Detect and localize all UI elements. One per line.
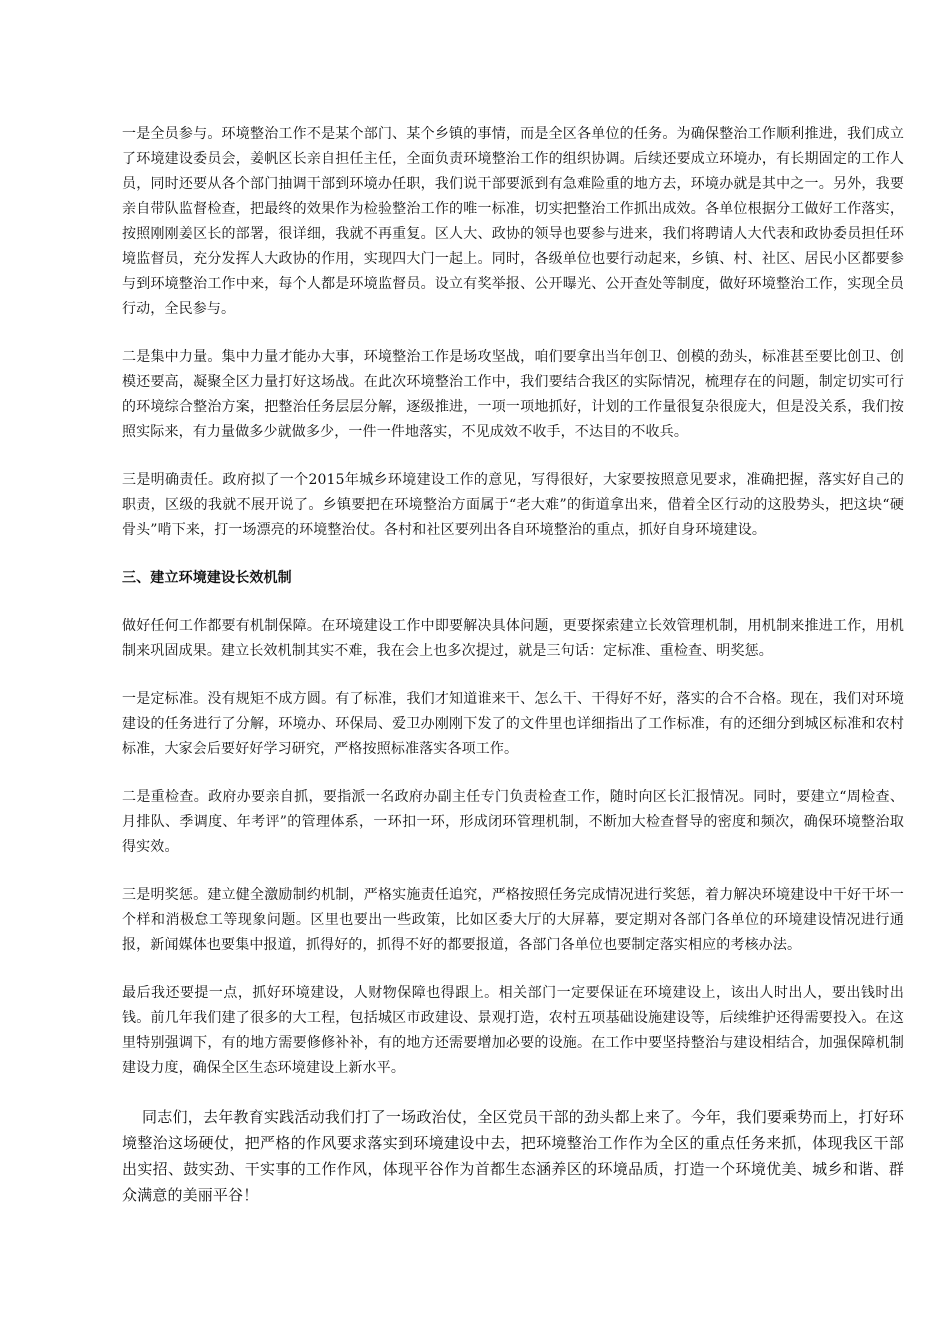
paragraph-set-standards <box>122 687 904 762</box>
paragraph-closing: 最后我还要提一点，抓好环境建设，人财物保障也得跟上。相关部门一定要保证在环境建设上，该出人时出人，要出钱时出钱。前几年我们建了很多的大工程，包括城区市政建设、景观打造，农村五项基础设施建设等，后续维护还得需要投入。在这里特别强调下，有的地方需要修修补补，有的地方还需要增加必要的设施。在工作中要坚持整治与建设相结合，加强保障机制建设力度，确保全区生态环境建设上新水平。 <box>122 985 904 1076</box>
paragraph-lead: 一是定标准。 <box>122 691 208 707</box>
paragraph-lead: 一是全员参与。 <box>122 126 222 142</box>
paragraph-text: 建立健全激励制约机制，严格实施责任追究，严格按照任务完成情况进行奖惩，着力解决环境建设中干好干坏一个样和消极怠工等现象问题。区里也要出一些政策，比如区委大厅的大屏幕，要定期对各部门各单位的环境建设情况进行通报，新闻媒体也要集中报道，抓得好的，抓得不好的都要报道，各部门各单位也要制定落实相应的考核办法。 <box>122 887 904 953</box>
paragraph-lead: 二是集中力量。 <box>122 349 222 365</box>
paragraph-clarify-responsibility <box>122 468 904 543</box>
paragraph-text: 集中力量才能办大事，环境整治工作是场攻坚战，咱们要拿出当年创卫、创模的劲头，标准甚至要比创卫、创模还要高，凝聚全区力量打好这场战。在此次环境整治工作中，我们要结合我区的实际情况，梳理存在的问题，制定切实可行的环境综合整治方案，把整治任务层层分解，逐级推进，一项一项地抓好，计划的工作量很复杂很庞大，但是没关系，我们按照实际来，有力量做多少就做多少，一件一件地落实，不见成效不收手，不达目的不收兵。 <box>122 349 904 440</box>
paragraph-lead: 二是重检查。 <box>122 789 209 805</box>
paragraph-text: 政府拟了一个2015年城乡环境建设工作的意见，写得很好，大家要按照意见要求，准确把握，落实好自己的职责，区级的我就不展开说了。乡镇要把在环境整治方面属于“老大难”的街道拿出来，借着全区行动的这股势头，把这块“硬骨头”啃下来，打一场漂亮的环境整治仗。各村和社区要列出各自环境整治的重点，抓好自身环境建设。 <box>122 472 904 538</box>
paragraph-final: 同志们，去年教育实践活动我们打了一场政治仗，全区党员干部的劲头都上来了。今年，我们要乘势而上，打好环境整治这场硬仗，把严格的作风要求落实到环境建设中去，把环境整治工作作为全区的重点任务来抓，体现我区干部出实招、鼓实劲、干实事的工作作风，体现平谷作为首都生态涵养区的环境品质，打造一个环境优美、城乡和谐、群众满意的美丽平谷！ <box>122 1108 904 1204</box>
paragraph-full-participation <box>122 122 904 322</box>
document-body <box>122 122 904 1231</box>
paragraph-lead: 三是明确责任。 <box>122 472 223 488</box>
paragraph-concentrate-force <box>122 345 904 445</box>
paragraph-lead: 三是明奖惩。 <box>122 887 208 903</box>
paragraph-text: 没有规矩不成方圆。有了标准，我们才知道谁来干、怎么干、干得好不好，落实的合不合格。现在，我们对环境建设的任务进行了分解，环境办、环保局、爱卫办刚刚下发了的文件里也详细指出了工作标准，有的还细分到城区标准和农村标准，大家会后要好好学习研究，严格按照标准落实各项工作。 <box>122 691 904 757</box>
paragraph-text: 政府办要亲自抓，要指派一名政府办副主任专门负责检查工作，随时向区长汇报情况。同时，要建立“周检查、月排队、季调度、年考评”的管理体系，一环扣一环，形成闭环管理机制，不断加大检查督导的密度和频次，确保环境整治取得实效。 <box>122 789 904 855</box>
paragraph-rewards-penalties <box>122 883 904 958</box>
paragraph-text: 环境整治工作不是某个部门、某个乡镇的事情，而是全区各单位的任务。为确保整治工作顺利推进，我们成立了环境建设委员会，姜帆区长亲自担任主任，全面负责环境整治工作的组织协调。后续还要成立环境办，有长期固定的工作人员，同时还要从各个部门抽调干部到环境办任职，我们说干部要派到有急难险重的地方去，环境办就是其中之一。另外，我要亲自带队监督检查，把最终的效果作为检验整治工作的唯一标准，切实把整治工作抓出成效。各单位根据分工做好工作落实，按照刚刚姜区长的部署，很详细，我就不再重复。区人大、政协的领导也要参与进来，我们将聘请人大代表和政协委员担任环境监督员，充分发挥人大政协的作用，实现四大门一起上。同时，各级单位也要行动起来，乡镇、村、社区、居民小区都要参与到环境整治工作中来，每个人都是环境监督员。设立有奖举报、公开曝光、公开查处等制度，做好环境整治工作，实现全员行动，全民参与。 <box>122 126 904 317</box>
section-heading: 三、建立环境建设长效机制 <box>122 570 292 586</box>
paragraph-emphasize-inspection <box>122 785 904 860</box>
paragraph-intro: 做好任何工作都要有机制保障。在环境建设工作中即要解决具体问题，更要探索建立长效管理机制，用机制来推进工作，用机制来巩固成果。建立长效机制其实不难，我在会上也多次提过，就是三句话：定标准、重检查、明奖惩。 <box>122 618 904 659</box>
